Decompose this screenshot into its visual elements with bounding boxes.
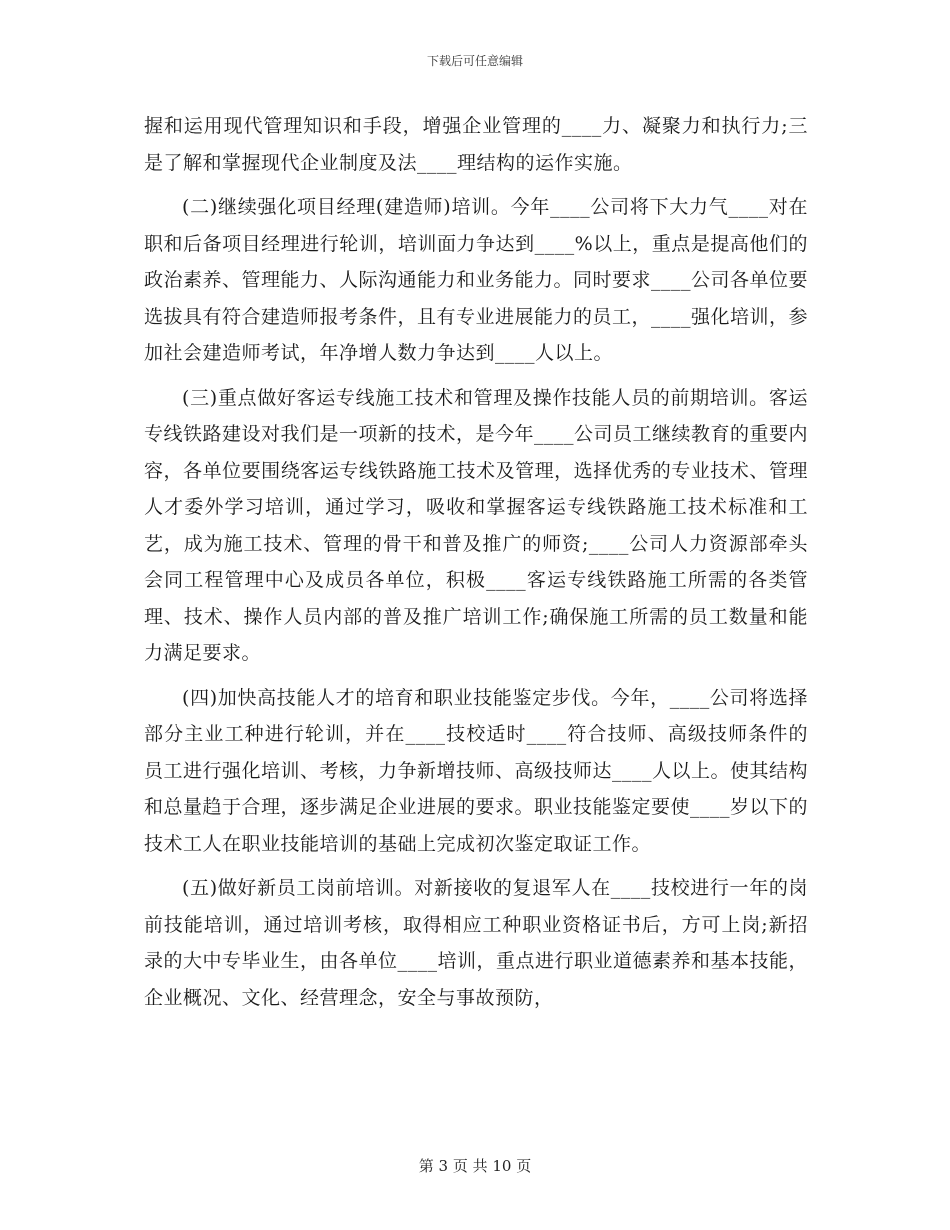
page-header-note: 下载后可任意编辑	[426, 54, 523, 68]
page-number-footer: 第 3 页 共 10 页	[418, 1157, 532, 1175]
paragraph-section-5: (五)做好新员工岗前培训。对新接收的复退军人在____技校进行一年的岗前技能培训，通过培训考核，取得相应工种职业资格证书后，方可上岗;新招录的大中专毕业生，由各单位____培训，重点进行职业道德素养和基本技能，企业概况、文化、经营理念，安全与事故预防，	[144, 877, 809, 1009]
document-body	[144, 108, 808, 1016]
paragraph-section-4: (四)加快高技能人才的培育和职业技能鉴定步伐。今年，____公司将选择部分主业工种进行轮训，并在____技校适时____符合技师、高级技师条件的员工进行强化培训、考核，力争新增技师、高级技师达____人以上。使其结构和总量趋于合理，逐步满足企业进展的要求。职业技能鉴定要使____岁以下的技术工人在职业技能培训的基础上完成初次鉴定取证工作。	[144, 686, 809, 855]
paragraph-continuation: 握和运用现代管理知识和手段，增强企业管理的____力、凝聚力和执行力;三是了解和掌握现代企业制度及法____理结构的运作实施。	[144, 115, 808, 174]
paragraph-section-2: (二)继续强化项目经理(建造师)培训。今年____公司将下大力气____对在职和后备项目经理进行轮训，培训面力争达到____%以上，重点是提高他们的政治素养、管理能力、人际沟通能力和业务能力。同时要求____公司各单位要选拔具有符合建造师报考条件，且有专业进展能力的员工，____强化培训，参加社会建造师考试，年净增人数力争达到____人以上。	[144, 196, 809, 364]
paragraph-section-3: (三)重点做好客运专线施工技术和管理及操作技能人员的前期培训。客运专线铁路建设对我们是一项新的技术，是今年____公司员工继续教育的重要内容，各单位要围绕客运专线铁路施工技术及管理，选择优秀的专业技术、管理人才委外学习培训，通过学习，吸收和掌握客运专线铁路施工技术标准和工艺，成为施工技术、管理的骨干和普及推广的师资;____公司人力资源部牵头会同工程管理中心及成员各单位，积极____客运专线铁路施工所需的各类管理、技术、操作人员内部的普及推广培训工作;确保施工所需的员工数量和能力满足要求。	[144, 386, 809, 664]
